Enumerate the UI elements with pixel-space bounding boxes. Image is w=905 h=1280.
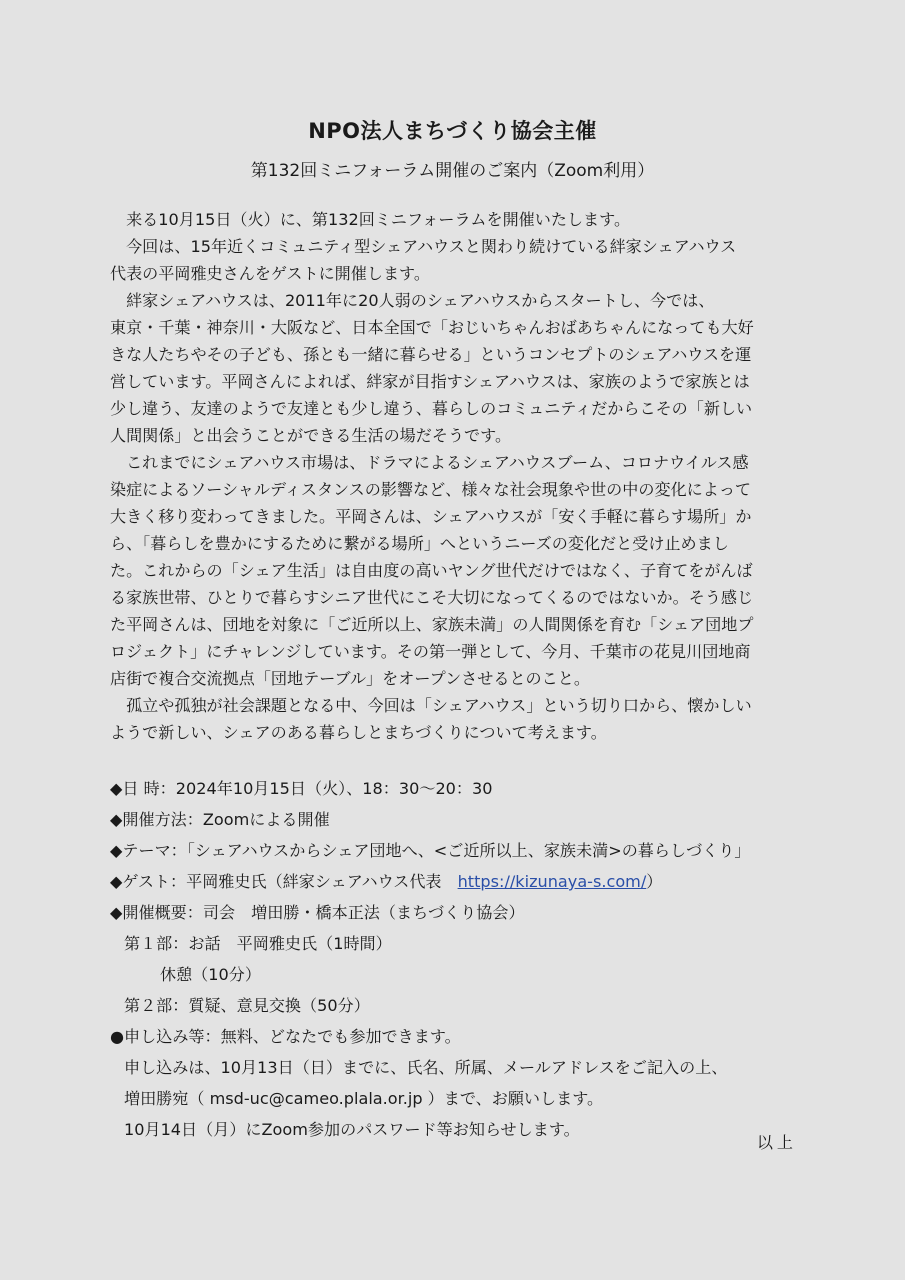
body-line: 染症によるソーシャルディスタンスの影響など、様々な社会現象や世の中の変化によって — [110, 480, 752, 499]
document-subtitle: 第132回ミニフォーラム開催のご案内（Zoom利用） — [250, 161, 655, 181]
event-application: ●申し込み等：無料、どなたでも参加できます。 — [110, 1027, 461, 1046]
application-line: 申し込みは、10月13日（日）までに、氏名、所属、メールアドレスをご記入の上、 — [124, 1058, 728, 1077]
body-line: 代表の平岡雅史さんをゲストに開催します。 — [110, 264, 430, 283]
body-line: これまでにシェアハウス市場は、ドラマによるシェアハウスブーム、コロナウイルス感 — [110, 453, 749, 472]
guest-suffix: ） — [646, 872, 663, 891]
body-line: ら、「暮らしを豊かにするために繋がる場所」へというニーズの変化だと受け止めまし — [110, 534, 729, 553]
event-part1: 第１部：お話 平岡雅史氏（1時間） — [124, 934, 392, 953]
body-line: 絆家シェアハウスは、2011年に20人弱のシェアハウスからスタートし、今では、 — [110, 291, 715, 310]
event-part2: 第２部：質疑、意見交換（50分） — [124, 996, 370, 1015]
event-date: ◆日 時：2024年10月15日（火）、18：30〜20：30 — [110, 779, 493, 798]
event-break: 休憩（10分） — [160, 965, 261, 984]
body-line: る家族世帯、ひとりで暮らすシニア世代にこそ大切になってくるのではないか。そう感じ — [110, 588, 754, 607]
body-line: 店街で複合交流拠点「団地テーブル」をオープンさせるとのこと。 — [110, 669, 590, 688]
body-line: た。これからの「シェア生活」は自由度の高いヤング世代だけではなく、子育てをがんば — [110, 561, 753, 580]
body-line: ようで新しい、シェアのある暮らしとまちづくりについて考えます。 — [110, 723, 607, 742]
body-line: た平岡さんは、団地を対象に「ご近所以上、家族未満」の人間関係を育む「シェア団地プ — [110, 615, 754, 634]
guest-website-link[interactable]: https://kizunaya-s.com/ — [457, 872, 647, 891]
event-overview: ◆開催概要：司会 増田勝・橋本正法（まちづくり協会） — [110, 903, 525, 922]
event-theme: ◆テーマ：「シェアハウスからシェア団地へ、<ご近所以上、家族未満>の暮らしづくり」 — [110, 841, 751, 860]
body-line: 東京・千葉・神奈川・大阪など、日本全国で「おじいちゃんおばあちゃんになっても大好 — [110, 318, 754, 337]
application-line: 増田勝宛（ msd-uc@cameo.plala.or.jp ）まで、お願いします。 — [124, 1089, 604, 1108]
body-line: 大きく移り変わってきました。平岡さんは、シェアハウスが「安く手軽に暮らす場所」か — [110, 507, 752, 526]
application-line: 10月14日（月）にZoom参加のパスワード等お知らせします。 — [124, 1120, 580, 1139]
body-line: 営しています。平岡さんによれば、絆家が目指すシェアハウスは、家族のようで家族とは — [110, 372, 750, 391]
event-details — [110, 773, 810, 1145]
event-method: ◆開催方法：Zoomによる開催 — [110, 810, 330, 829]
guest-prefix: ◆ゲスト：平岡雅史氏（絆家シェアハウス代表 — [110, 872, 458, 891]
event-guest — [110, 866, 810, 897]
body-line: きな人たちやその子ども、孫とも一緒に暮らせる」というコンセプトのシェアハウスを運 — [110, 345, 752, 364]
body-line: 来る10月15日（火）に、第132回ミニフォーラムを開催いたします。 — [110, 210, 631, 229]
body-paragraphs — [110, 206, 800, 746]
body-line: 少し違う、友達のようで友達とも少し違う、暮らしのコミュニティだからこその「新しい — [110, 399, 753, 418]
body-line: 孤立や孤独が社会課題となる中、今回は「シェアハウス」という切り口から、懐かしい — [110, 696, 752, 715]
closing-remark: 以上 — [756, 1133, 797, 1152]
body-line: ロジェクト」にチャレンジしています。その第一弾として、今月、千葉市の花見川団地商 — [110, 642, 751, 661]
document-title: NPO法人まちづくり協会主催 — [308, 119, 597, 143]
body-line: 人間関係」と出会うことができる生活の場だそうです。 — [110, 426, 512, 445]
body-line: 今回は、15年近くコミュニティ型シェアハウスと関わり続けている絆家シェアハウス — [110, 237, 737, 256]
